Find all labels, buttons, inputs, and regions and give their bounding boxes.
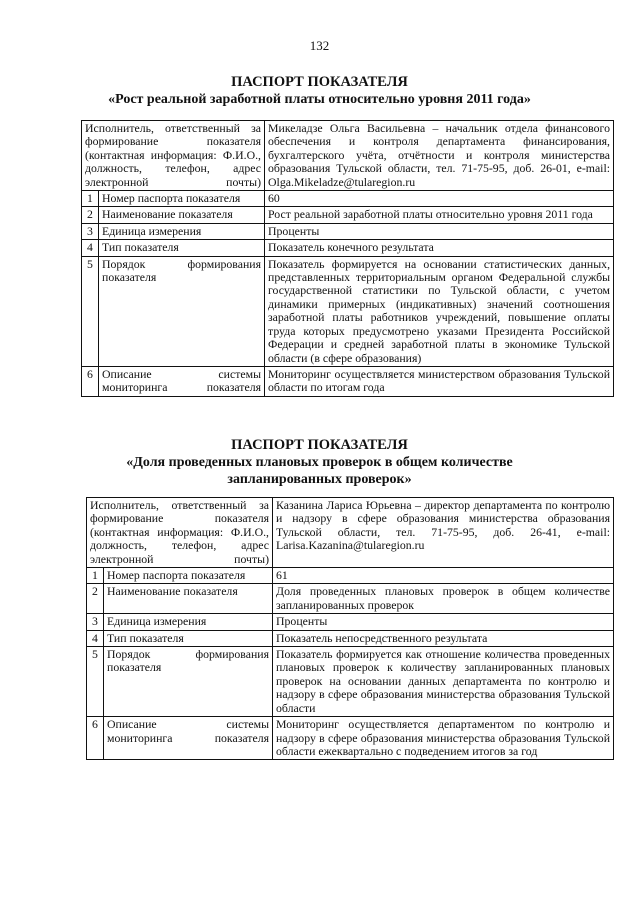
table-row [82,240,614,256]
row-value: Рост реальной заработной платы относительно уровня 2011 года [265,207,614,223]
table-row [87,647,614,717]
row-value: Проценты [265,223,614,239]
row-number: 1 [87,568,104,584]
row-value: 61 [273,568,614,584]
row-label: Наименование показателя [104,584,273,614]
row-value: Проценты [273,614,614,630]
row-value: Показатель формируется как отношение количества проведенных плановых проверок к количеству запланированных плановых проверок на основании данных департамента по контролю и надзору в сфере образования министерства образования Тульской области [273,647,614,717]
table-row [87,568,614,584]
passport-table [86,497,614,760]
table-row [82,191,614,207]
row-value: Показатель формируется на основании статистических данных, представленных территориальным органом Федеральной службы государственной статистики по Тульской области, с учетом динамики примерных (индикативных) значений соотношения заработной платы работников учреждений, повышение оплаты труда которых предусмотрено указами Президента Российской Федерации и средней заработной платы в экономике Тульской области (в сфере образования) [265,256,614,366]
row-number: 6 [82,366,99,396]
row-number: 5 [82,256,99,366]
row-number: 4 [87,630,104,646]
row-value: Мониторинг осуществляется министерством образования Тульской области по итогам года [265,366,614,396]
row-value: Мониторинг осуществляется департаментом по контролю и надзору в сфере образования министерства образования Тульской области ежеквартально с подведением итогов за год [273,717,614,760]
row-number: 2 [87,584,104,614]
passport-table [81,120,614,397]
table-row [82,121,614,191]
row-label: Номер паспорта показателя [104,568,273,584]
row-number: 3 [82,223,99,239]
passport-1 [0,74,639,395]
executor-label: Исполнитель, ответственный за формирование показателя (контактная информация: Ф.И.О., должность, телефон, адрес электронной почты) [87,498,273,568]
row-number: 6 [87,717,104,760]
row-label: Тип показателя [104,630,273,646]
row-number: 1 [82,191,99,207]
table-row [87,584,614,614]
row-value: Показатель непосредственного результата [273,630,614,646]
passport-title: ПАСПОРТ ПОКАЗАТЕЛЯ [231,437,408,453]
row-number: 3 [87,614,104,630]
row-value: 60 [265,191,614,207]
row-label: Наименование показателя [99,207,265,223]
table-row [82,366,614,396]
passport-subtitle-line-2: запланированных проверок» [227,472,412,487]
row-label: Описание системы мониторинга показателя [99,366,265,396]
executor-label: Исполнитель, ответственный за формирование показателя (контактная информация: Ф.И.О., должность, телефон, адрес электронной почты) [82,121,265,191]
row-label: Порядок формирования показателя [99,256,265,366]
table-row [82,223,614,239]
table-row [87,498,614,568]
row-number: 4 [82,240,99,256]
row-value: Показатель конечного результата [265,240,614,256]
passport-subtitle-line-1: «Доля проведенных плановых проверок в общем количестве [126,455,513,470]
table-row [82,256,614,366]
passport-2 [0,437,639,758]
row-label: Номер паспорта показателя [99,191,265,207]
row-value: Доля проведенных плановых проверок в общем количестве запланированных проверок [273,584,614,614]
row-number: 5 [87,647,104,717]
table-row [87,630,614,646]
executor-value: Казанина Лариса Юрьевна – директор департамента по контролю и надзору в сфере образования министерства образования Тульской области, тел. 71-75-95, доб. 26-41, e-mail: Larisa.Kazanina@tularegion.ru [273,498,614,568]
page-number: 132 [309,38,330,53]
executor-value: Микеладзе Ольга Васильевна – начальник отдела финансового обеспечения и контроля департамента финансирования, бухгалтерского учёта, отчётности и контроля министерства образования Тульской области, тел. 71-75-95, доб. 26-01, e-mail: Olga.Mikeladze@tularegion.ru [265,121,614,191]
table-row [82,207,614,223]
passport-title: ПАСПОРТ ПОКАЗАТЕЛЯ [231,74,408,90]
table-row [87,717,614,760]
row-label: Описание системы мониторинга показателя [104,717,273,760]
row-label: Порядок формирования показателя [104,647,273,717]
table-row [87,614,614,630]
row-number: 2 [82,207,99,223]
passport-subtitle: «Рост реальной заработной платы относительно уровня 2011 года» [108,92,531,107]
row-label: Единица измерения [104,614,273,630]
row-label: Тип показателя [99,240,265,256]
row-label: Единица измерения [99,223,265,239]
